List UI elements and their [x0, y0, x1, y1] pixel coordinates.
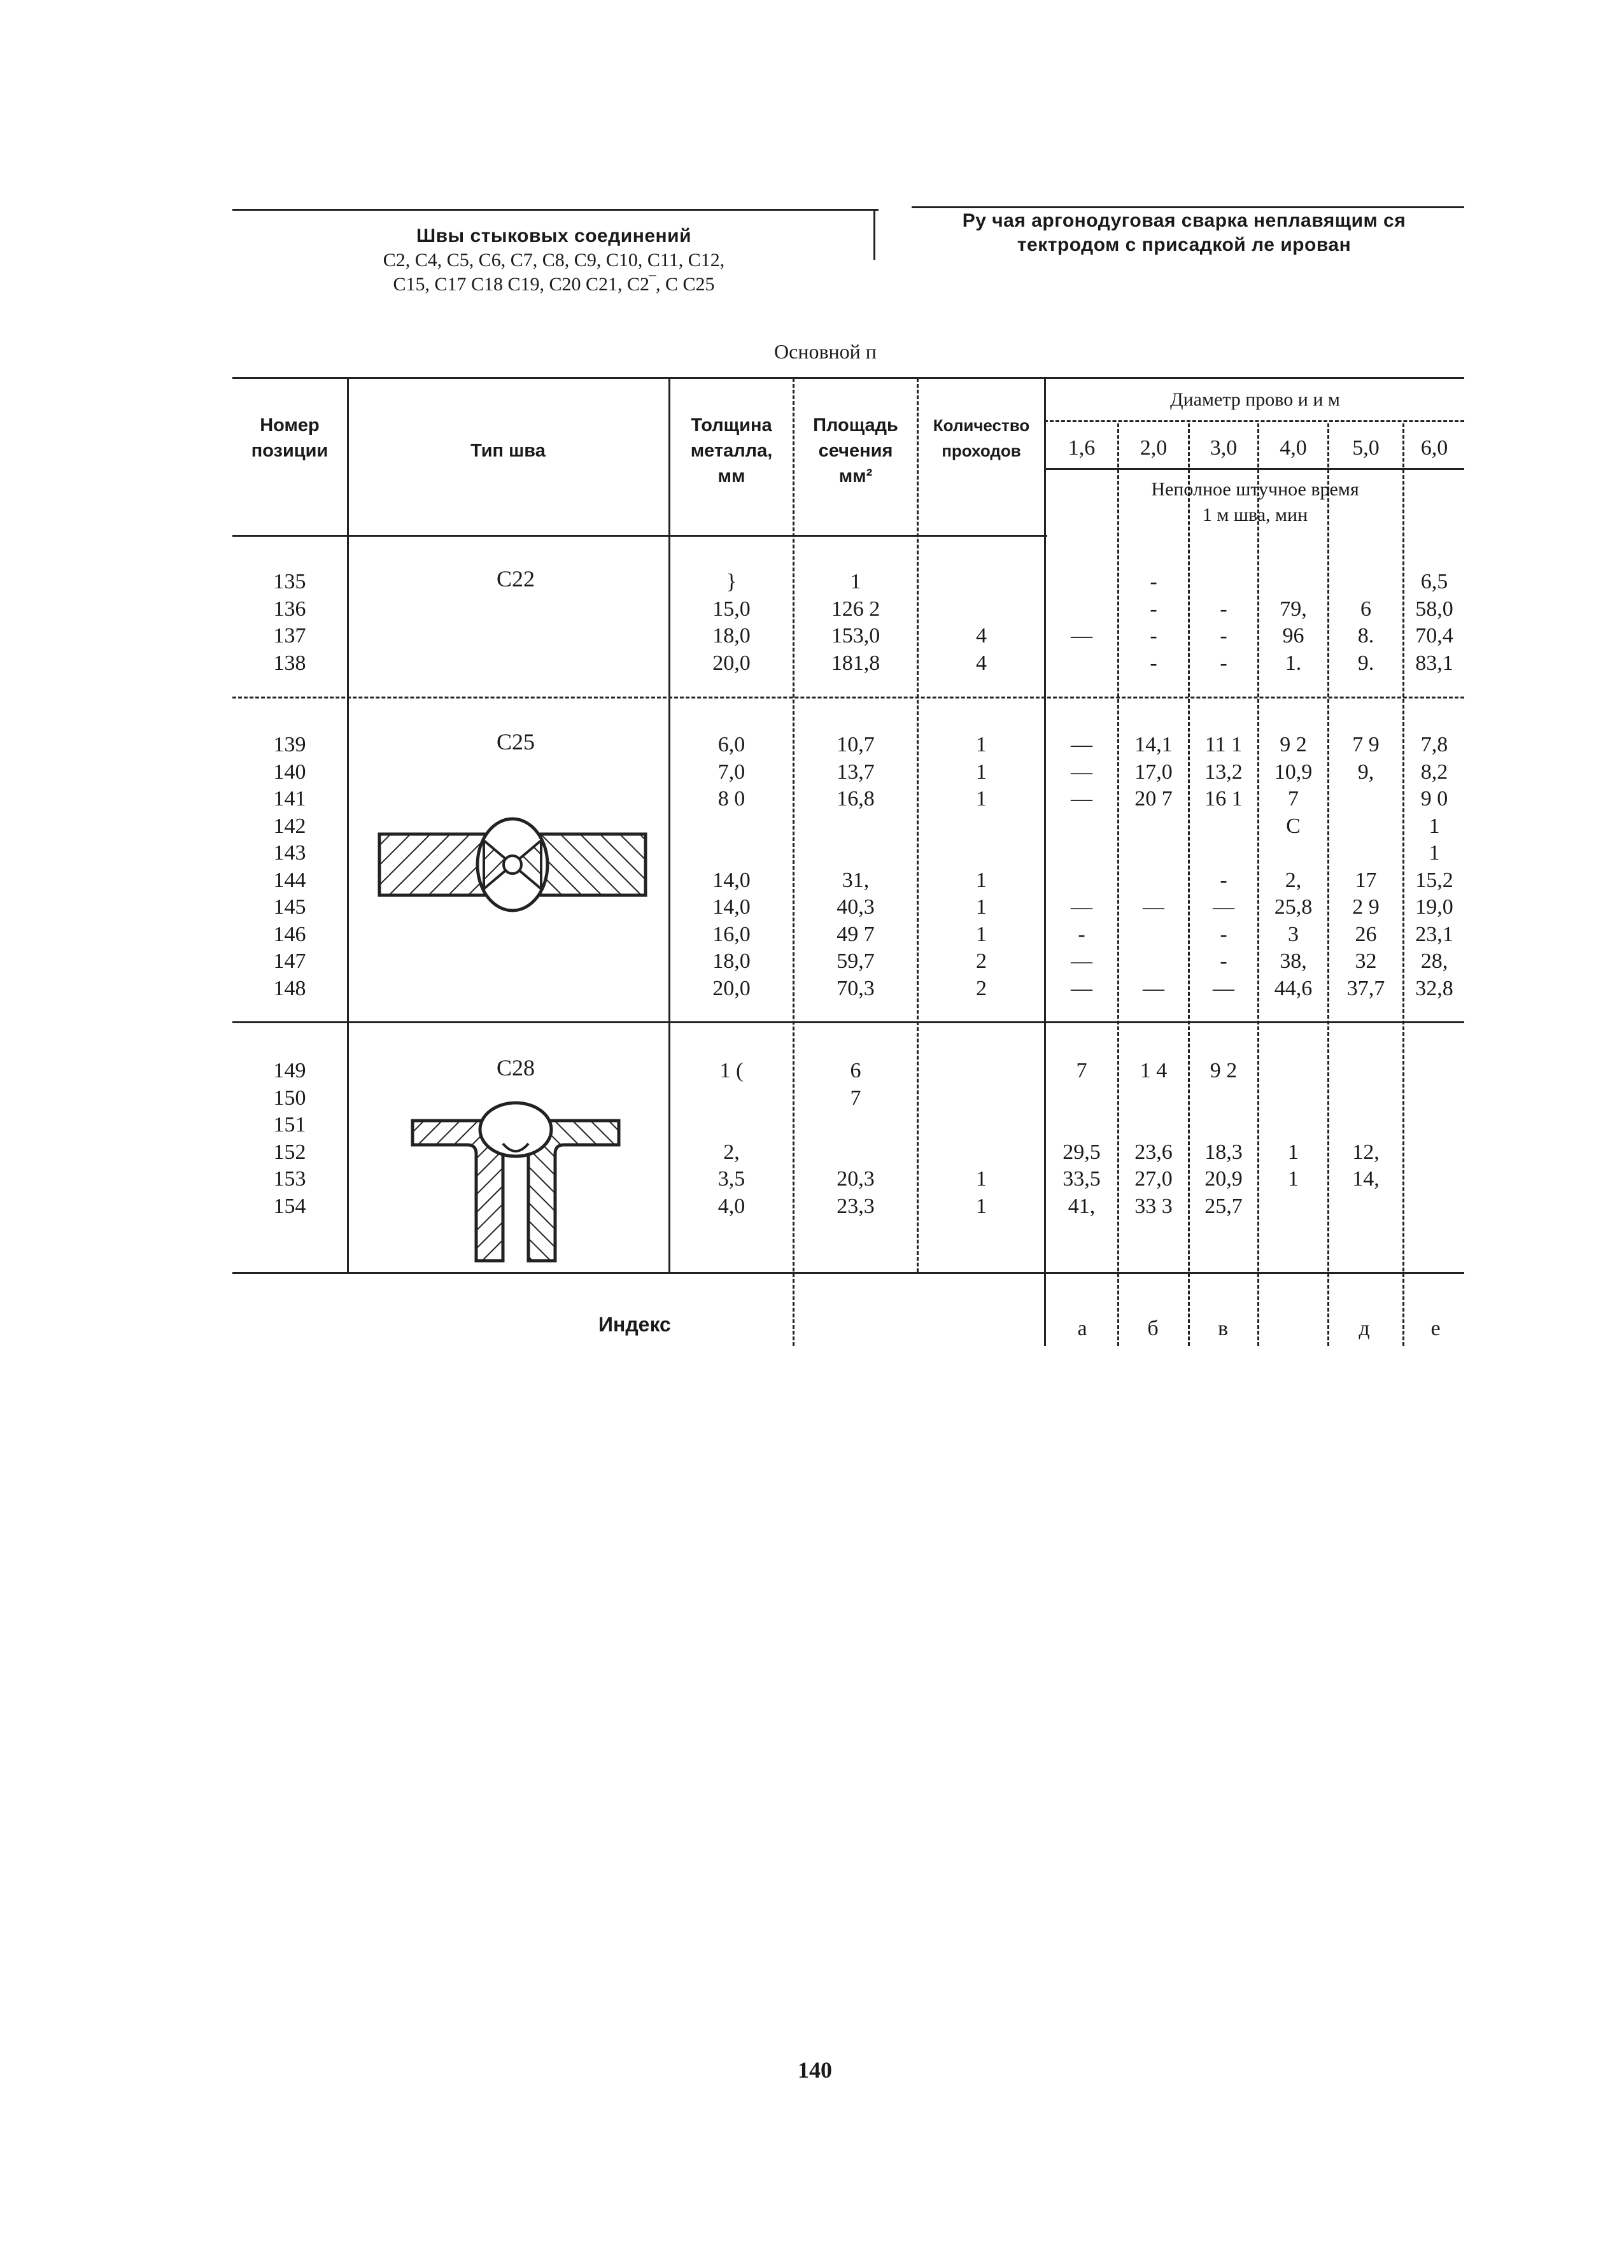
row-time-d3: 38, [1280, 949, 1307, 973]
weld-c28-drawing [407, 1082, 624, 1267]
row-time-d4: 17 [1355, 868, 1377, 892]
row-time-d4: 7 9 [1352, 733, 1380, 756]
row-time-d2: - [1220, 624, 1227, 648]
row-number: 141 [273, 787, 306, 811]
row-time-d4: 9. [1357, 651, 1374, 675]
header-left-line2: С2, С4, С5, С6, С7, С8, С9, С10, С11, С12, [383, 250, 725, 271]
col-header-thickness: Толщина металла, мм [690, 415, 773, 486]
row-time-d5: 9 0 [1420, 787, 1448, 811]
diam-group-rule [1044, 420, 1464, 422]
row-area: 153,0 [831, 624, 880, 648]
row-time-d2: — [1213, 895, 1234, 919]
row-passes: 1 [976, 1167, 987, 1191]
row-time-d4: 32 [1355, 949, 1377, 973]
row-time-d0: - [1078, 922, 1085, 946]
row-passes: 1 [976, 787, 987, 811]
diam-2-0: 2,0 [1140, 436, 1168, 460]
row-thickness: } [726, 570, 737, 593]
row-time-d0: — [1071, 760, 1092, 784]
row-passes: 2 [976, 949, 987, 973]
row-time-d0: — [1071, 976, 1092, 1000]
row-time-d2: 18,3 [1204, 1140, 1243, 1164]
row-time-d3: 10,9 [1274, 760, 1313, 784]
row-area: 126 2 [831, 597, 880, 621]
row-number: 151 [273, 1113, 306, 1137]
header-top-rule-right [912, 206, 1464, 208]
table-top-rule [232, 377, 1464, 379]
row-passes: 1 [976, 733, 987, 756]
row-time-d3: 7 [1288, 787, 1299, 811]
row-thickness: 2, [723, 1140, 740, 1164]
row-time-d5: 1 [1429, 814, 1440, 838]
group1-bottom-rule [232, 697, 1464, 698]
row-number: 140 [273, 760, 306, 784]
row-passes: 1 [976, 868, 987, 892]
row-thickness: 20,0 [712, 651, 751, 675]
row-thickness: 18,0 [712, 949, 751, 973]
row-time-d1: 27,0 [1134, 1167, 1173, 1191]
row-time-d2: — [1213, 976, 1234, 1000]
row-time-d1: 17,0 [1134, 760, 1173, 784]
row-thickness: 3,5 [717, 1167, 745, 1191]
row-thickness: 20,0 [712, 976, 751, 1000]
diam-6-0: 6,0 [1420, 436, 1448, 460]
row-time-d3: 1. [1285, 651, 1302, 675]
row-time-d0: — [1071, 733, 1092, 756]
row-time-d0: 33,5 [1063, 1167, 1101, 1191]
seam-label-c22: С22 [496, 566, 535, 592]
row-time-d3: 79, [1280, 597, 1307, 621]
row-number: 153 [273, 1167, 306, 1191]
header-left-title: Швы стыковых соединений [416, 225, 692, 246]
row-time-d1: 14,1 [1134, 733, 1173, 756]
row-time-d1: - [1150, 570, 1157, 593]
row-area: 49 7 [837, 922, 875, 946]
row-time-d5: 28, [1420, 949, 1448, 973]
row-number: 139 [273, 733, 306, 756]
row-number: 152 [273, 1140, 306, 1164]
index-label: Индекс [598, 1313, 671, 1336]
row-time-d5: 83,1 [1415, 651, 1453, 675]
group3-bottom-rule [232, 1272, 1464, 1274]
row-time-d2: - [1220, 651, 1227, 675]
row-number: 135 [273, 570, 306, 593]
seam-label-c25: С25 [496, 729, 535, 755]
row-area: 1 [850, 570, 861, 593]
row-time-d4: 8. [1357, 624, 1374, 648]
row-time-d0: — [1071, 949, 1092, 973]
row-time-d4: 2 9 [1352, 895, 1380, 919]
index-letter-e: е [1430, 1317, 1441, 1340]
row-passes: 1 [976, 895, 987, 919]
row-area: 59,7 [837, 949, 875, 973]
row-time-d5: 6,5 [1420, 570, 1448, 593]
diam-1-6: 1,6 [1068, 436, 1096, 460]
col-header-diameter: Диаметр прово и и м [1170, 389, 1340, 410]
row-thickness: 18,0 [712, 624, 751, 648]
row-area: 13,7 [837, 760, 875, 784]
row-time-d5: 1 [1429, 841, 1440, 865]
row-number: 150 [273, 1086, 306, 1110]
row-time-d2: 13,2 [1204, 760, 1243, 784]
col-header-area: Площадь сечения мм² [813, 415, 898, 486]
row-time-d1: 33 3 [1134, 1194, 1173, 1218]
row-time-d4: 12, [1352, 1140, 1380, 1164]
index-letter-b: б [1147, 1317, 1159, 1340]
diam-3-0: 3,0 [1210, 436, 1238, 460]
row-time-d1: - [1150, 624, 1157, 648]
row-time-d1: 23,6 [1134, 1140, 1173, 1164]
row-area: 10,7 [837, 733, 875, 756]
index-letter-d: д [1359, 1317, 1370, 1340]
row-time-d3: 96 [1282, 624, 1304, 648]
row-number: 144 [273, 868, 306, 892]
row-area: 181,8 [831, 651, 880, 675]
row-time-d0: — [1071, 624, 1092, 648]
row-passes: 1 [976, 1194, 987, 1218]
row-time-d3: 2, [1285, 868, 1302, 892]
diam-5-0: 5,0 [1352, 436, 1380, 460]
row-time-d5: 8,2 [1420, 760, 1448, 784]
time-caption-line2: 1 м шва, мин [1202, 504, 1308, 525]
row-passes: 1 [976, 922, 987, 946]
row-time-d1: — [1143, 976, 1164, 1000]
row-time-d1: - [1150, 651, 1157, 675]
row-time-d3: 44,6 [1274, 976, 1313, 1000]
weld-c25-drawing [376, 809, 649, 923]
row-time-d0: 29,5 [1063, 1140, 1101, 1164]
row-time-d2: 9 2 [1210, 1059, 1238, 1082]
row-time-d2: - [1220, 868, 1227, 892]
seam-label-c28: С28 [496, 1055, 535, 1081]
row-time-d2: 11 1 [1204, 733, 1243, 756]
row-time-d4: 26 [1355, 922, 1377, 946]
row-area: 70,3 [837, 976, 875, 1000]
row-thickness: 1 ( [719, 1059, 744, 1082]
header-left-line3: С15, С17 С18 С19, С20 С21, С2‾, С С25 [393, 274, 715, 295]
row-time-d5: 70,4 [1415, 624, 1453, 648]
header-right-line1: Ру чая аргонодуговая сварка неплавящим ся [962, 210, 1406, 231]
row-time-d3: 3 [1288, 922, 1299, 946]
index-letter-a: а [1077, 1317, 1087, 1340]
row-area: 20,3 [837, 1167, 875, 1191]
row-time-d3: 9 2 [1280, 733, 1307, 756]
row-number: 145 [273, 895, 306, 919]
row-area: 6 [850, 1059, 861, 1082]
col-line-4 [917, 378, 919, 1272]
row-time-d5: 23,1 [1415, 922, 1453, 946]
row-time-d4: 6 [1360, 597, 1371, 621]
row-time-d2: 20,9 [1204, 1167, 1243, 1191]
col-line-1 [347, 378, 349, 1272]
row-time-d1: 1 4 [1140, 1059, 1168, 1082]
header-bottom-rule-left [232, 535, 1047, 537]
row-time-d4: 14, [1352, 1167, 1380, 1191]
index-letter-v: в [1217, 1317, 1229, 1340]
row-time-d3: 25,8 [1274, 895, 1313, 919]
header-divider [873, 210, 875, 260]
page-number: 140 [798, 2057, 832, 2083]
row-time-d4: 37,7 [1346, 976, 1385, 1000]
row-area: 31, [842, 868, 870, 892]
row-area: 16,8 [837, 787, 875, 811]
row-thickness: 14,0 [712, 868, 751, 892]
row-number: 137 [273, 624, 306, 648]
time-caption-line1: Неполное штучное время [1151, 479, 1359, 500]
row-thickness: 15,0 [712, 597, 751, 621]
row-time-d3: С [1286, 814, 1301, 838]
row-time-d2: - [1220, 922, 1227, 946]
row-time-d2: 25,7 [1204, 1194, 1243, 1218]
row-thickness: 7,0 [717, 760, 745, 784]
row-number: 154 [273, 1194, 306, 1218]
header-top-rule [232, 209, 879, 211]
row-time-d4: 9, [1357, 760, 1374, 784]
row-time-d0: — [1071, 895, 1092, 919]
row-area: 7 [850, 1086, 861, 1110]
row-passes: 4 [976, 651, 987, 675]
col-header-passes: Количество проходов [933, 416, 1030, 460]
row-number: 136 [273, 597, 306, 621]
group2-bottom-rule [232, 1021, 1464, 1023]
row-time-d5: 58,0 [1415, 597, 1453, 621]
row-time-d5: 15,2 [1415, 868, 1453, 892]
row-number: 142 [273, 814, 306, 838]
row-thickness: 4,0 [717, 1194, 745, 1218]
row-number: 138 [273, 651, 306, 675]
row-thickness: 16,0 [712, 922, 751, 946]
row-number: 143 [273, 841, 306, 865]
row-time-d1: — [1143, 895, 1164, 919]
row-time-d2: 16 1 [1204, 787, 1243, 811]
row-time-d0: — [1071, 787, 1092, 811]
row-area: 40,3 [837, 895, 875, 919]
header-right-line2: тектродом с присадкой ле ирован [1017, 234, 1352, 255]
row-time-d0: 41, [1068, 1194, 1096, 1218]
row-time-d5: 7,8 [1420, 733, 1448, 756]
row-time-d2: - [1220, 949, 1227, 973]
row-thickness: 8 0 [717, 787, 745, 811]
row-number: 149 [273, 1059, 306, 1082]
row-area: 23,3 [837, 1194, 875, 1218]
row-time-d3: 1 [1288, 1167, 1299, 1191]
col-header-seam-type: Тип шва [470, 441, 546, 461]
row-time-d5: 32,8 [1415, 976, 1453, 1000]
diam-values-rule [1044, 468, 1464, 470]
row-thickness: 6,0 [717, 733, 745, 756]
row-time-d5: 19,0 [1415, 895, 1453, 919]
row-number: 146 [273, 922, 306, 946]
row-time-d1: - [1150, 597, 1157, 621]
row-passes: 2 [976, 976, 987, 1000]
diam-4-0: 4,0 [1280, 436, 1307, 460]
row-passes: 1 [976, 760, 987, 784]
row-passes: 4 [976, 624, 987, 648]
row-number: 147 [273, 949, 306, 973]
row-time-d1: 20 7 [1134, 787, 1173, 811]
row-time-d3: 1 [1288, 1140, 1299, 1164]
row-thickness: 14,0 [712, 895, 751, 919]
col-header-number: Номер позиции [251, 415, 328, 461]
table-caption: Основной п [774, 340, 877, 363]
row-time-d2: - [1220, 597, 1227, 621]
col-line-2 [668, 378, 670, 1272]
row-number: 148 [273, 976, 306, 1000]
row-time-d0: 7 [1076, 1059, 1087, 1082]
